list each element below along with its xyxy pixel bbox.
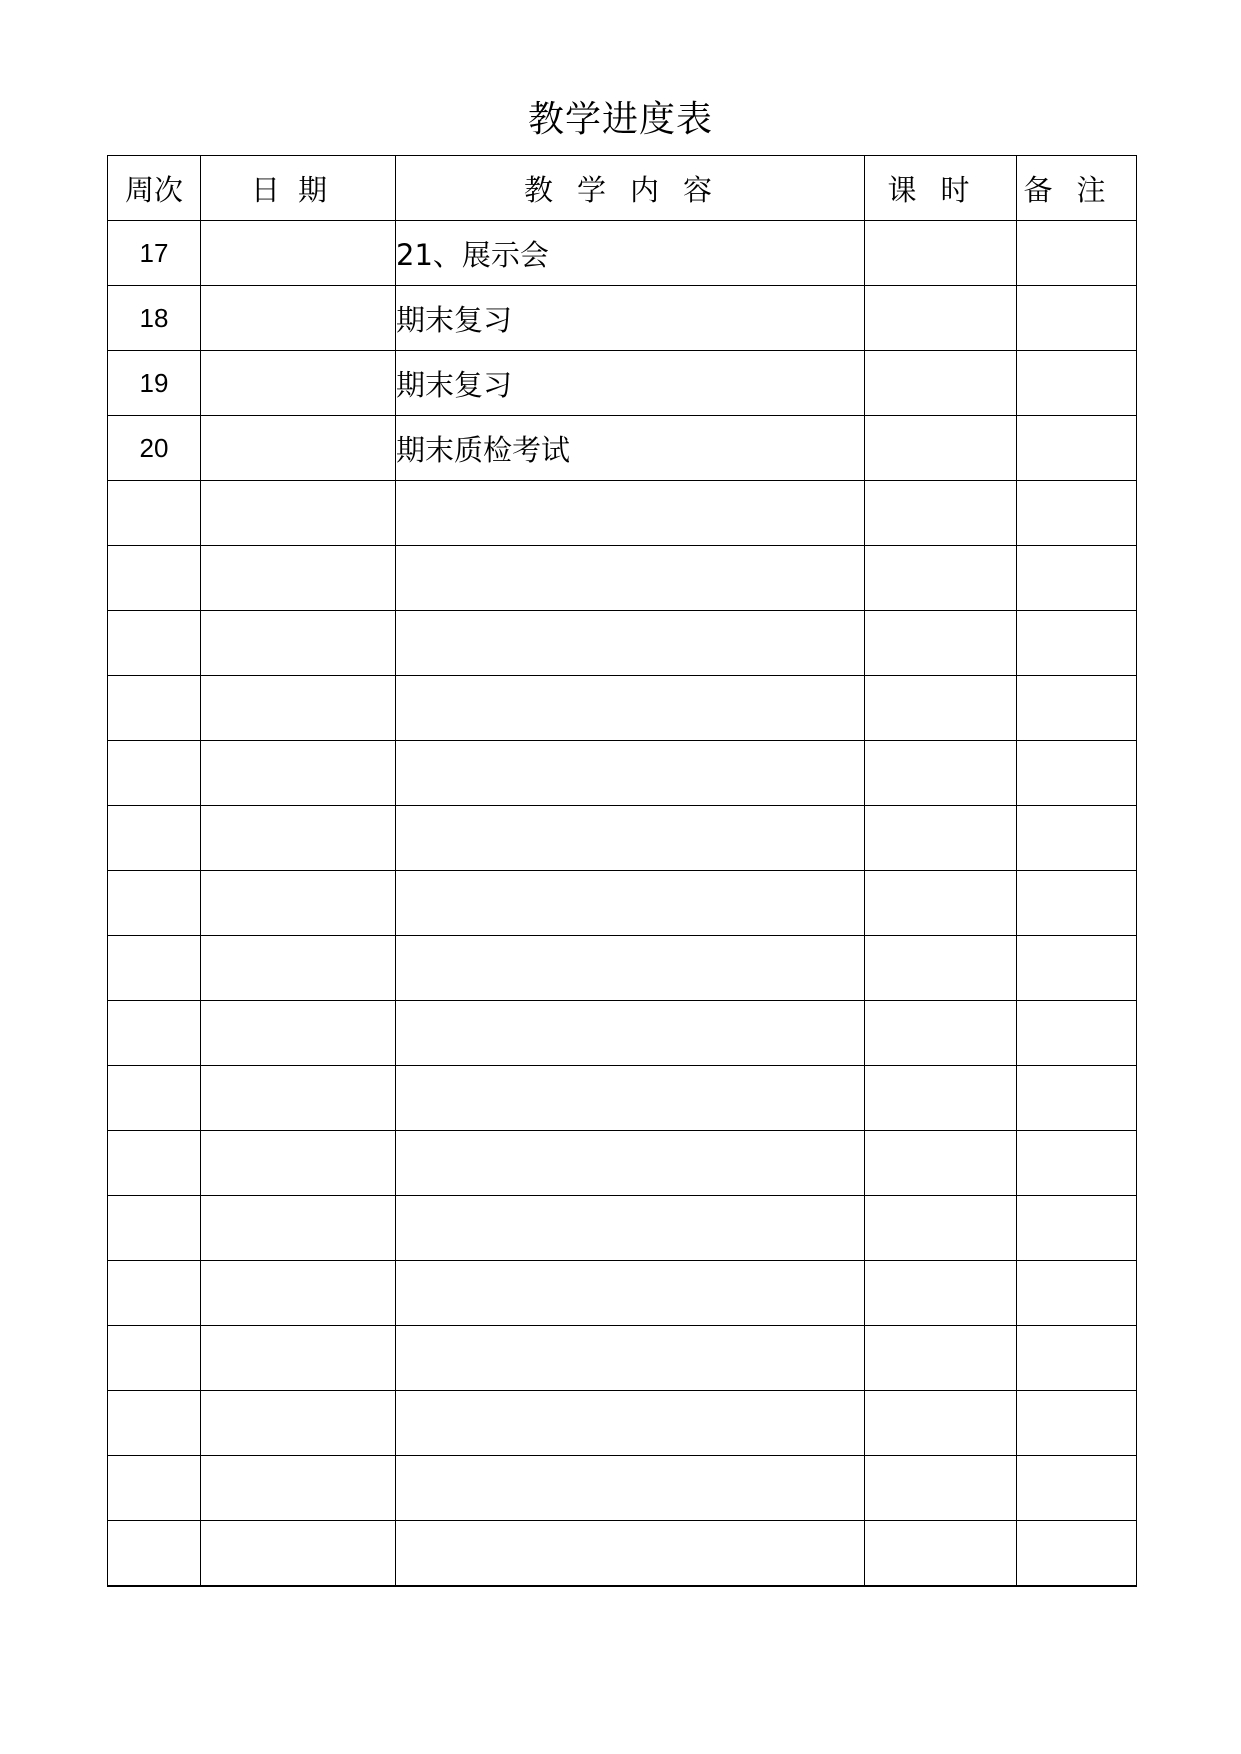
content-cell <box>396 806 865 871</box>
table-row <box>108 546 1137 611</box>
date-cell <box>201 351 396 416</box>
hours-cell <box>865 546 1017 611</box>
remarks-cell <box>1017 936 1137 1001</box>
hours-cell <box>865 1456 1017 1521</box>
hours-cell <box>865 936 1017 1001</box>
week-cell <box>108 1131 201 1196</box>
remarks-cell <box>1017 676 1137 741</box>
content-cell <box>396 1001 865 1066</box>
remarks-cell <box>1017 1001 1137 1066</box>
header-row <box>108 156 1137 221</box>
header-content: 教学内容 <box>396 156 865 221</box>
remarks-cell <box>1017 416 1137 481</box>
content-cell <box>396 1066 865 1131</box>
hours-cell <box>865 676 1017 741</box>
date-cell <box>201 1196 396 1261</box>
content-cell <box>396 1326 865 1391</box>
week-cell <box>108 806 201 871</box>
table-row <box>108 1131 1137 1196</box>
date-cell <box>201 611 396 676</box>
week-cell <box>108 676 201 741</box>
week-cell <box>108 546 201 611</box>
hours-cell <box>865 416 1017 481</box>
table-row <box>108 741 1137 806</box>
date-cell <box>201 1456 396 1521</box>
hours-cell <box>865 611 1017 676</box>
content-cell <box>396 1131 865 1196</box>
date-cell <box>201 1066 396 1131</box>
content-cell <box>396 1391 865 1456</box>
remarks-cell <box>1017 741 1137 806</box>
hours-cell <box>865 1521 1017 1586</box>
hours-cell <box>865 1261 1017 1326</box>
table-row <box>108 1196 1137 1261</box>
hours-cell <box>865 286 1017 351</box>
date-cell <box>201 871 396 936</box>
week-cell: 18 <box>108 286 201 351</box>
content-cell: 期末质检考试 <box>396 416 865 481</box>
week-cell <box>108 741 201 806</box>
date-cell <box>201 416 396 481</box>
content-cell <box>396 481 865 546</box>
table-row <box>108 286 1137 351</box>
table-row <box>108 351 1137 416</box>
hours-cell <box>865 1391 1017 1456</box>
week-cell: 17 <box>108 221 201 286</box>
week-cell <box>108 1391 201 1456</box>
remarks-cell <box>1017 286 1137 351</box>
content-cell <box>396 741 865 806</box>
remarks-cell <box>1017 1391 1137 1456</box>
remarks-cell <box>1017 1066 1137 1131</box>
remarks-cell <box>1017 1326 1137 1391</box>
week-cell <box>108 1521 201 1586</box>
table-row <box>108 676 1137 741</box>
header-week: 周次 <box>108 156 201 221</box>
week-cell <box>108 936 201 1001</box>
date-cell <box>201 546 396 611</box>
hours-cell <box>865 351 1017 416</box>
content-cell <box>396 611 865 676</box>
table-row <box>108 221 1137 286</box>
hours-cell <box>865 741 1017 806</box>
content-cell <box>396 1456 865 1521</box>
date-cell <box>201 1261 396 1326</box>
remarks-cell <box>1017 871 1137 936</box>
table-row <box>108 1001 1137 1066</box>
hours-cell <box>865 1066 1017 1131</box>
table-row <box>108 1066 1137 1131</box>
header-date: 日期 <box>201 156 396 221</box>
hours-cell <box>865 481 1017 546</box>
date-cell <box>201 1326 396 1391</box>
table-row <box>108 1391 1137 1456</box>
date-cell <box>201 221 396 286</box>
remarks-cell <box>1017 1196 1137 1261</box>
date-cell <box>201 481 396 546</box>
date-cell <box>201 676 396 741</box>
week-cell <box>108 611 201 676</box>
remarks-cell <box>1017 481 1137 546</box>
table-row <box>108 936 1137 1001</box>
table-row <box>108 1261 1137 1326</box>
content-cell <box>396 1196 865 1261</box>
remarks-cell <box>1017 611 1137 676</box>
content-cell: 期末复习 <box>396 286 865 351</box>
hours-cell <box>865 1326 1017 1391</box>
hours-cell <box>865 1001 1017 1066</box>
date-cell <box>201 1131 396 1196</box>
remarks-cell <box>1017 351 1137 416</box>
date-cell <box>201 936 396 1001</box>
remarks-cell <box>1017 546 1137 611</box>
week-cell <box>108 1196 201 1261</box>
remarks-cell <box>1017 806 1137 871</box>
table-row <box>108 1326 1137 1391</box>
week-cell <box>108 871 201 936</box>
table-row <box>108 416 1137 481</box>
date-cell <box>201 1521 396 1586</box>
hours-cell <box>865 221 1017 286</box>
date-cell <box>201 1001 396 1066</box>
table-row <box>108 611 1137 676</box>
header-remarks: 备注 <box>1017 156 1137 221</box>
schedule-table <box>107 155 1137 1587</box>
content-cell: 21、展示会 <box>396 221 865 286</box>
remarks-cell <box>1017 1521 1137 1586</box>
week-cell: 19 <box>108 351 201 416</box>
week-cell: 20 <box>108 416 201 481</box>
content-cell <box>396 1261 865 1326</box>
table-row <box>108 1521 1137 1586</box>
week-cell <box>108 1066 201 1131</box>
week-cell <box>108 481 201 546</box>
hours-cell <box>865 1196 1017 1261</box>
remarks-cell <box>1017 221 1137 286</box>
hours-cell <box>865 1131 1017 1196</box>
schedule-body <box>108 221 1137 1586</box>
remarks-cell <box>1017 1456 1137 1521</box>
week-cell <box>108 1456 201 1521</box>
week-cell <box>108 1261 201 1326</box>
content-cell: 期末复习 <box>396 351 865 416</box>
table-row <box>108 806 1137 871</box>
hours-cell <box>865 871 1017 936</box>
table-row <box>108 481 1137 546</box>
content-cell <box>396 871 865 936</box>
table-row <box>108 1456 1137 1521</box>
content-cell <box>396 546 865 611</box>
content-cell <box>396 936 865 1001</box>
header-hours: 课时 <box>865 156 1017 221</box>
table-row <box>108 871 1137 936</box>
date-cell <box>201 806 396 871</box>
content-cell <box>396 676 865 741</box>
date-cell <box>201 286 396 351</box>
hours-cell <box>865 806 1017 871</box>
page-title: 教学进度表 <box>527 99 713 140</box>
date-cell <box>201 1391 396 1456</box>
remarks-cell <box>1017 1261 1137 1326</box>
week-cell <box>108 1001 201 1066</box>
week-cell <box>108 1326 201 1391</box>
content-cell <box>396 1521 865 1586</box>
remarks-cell <box>1017 1131 1137 1196</box>
date-cell <box>201 741 396 806</box>
